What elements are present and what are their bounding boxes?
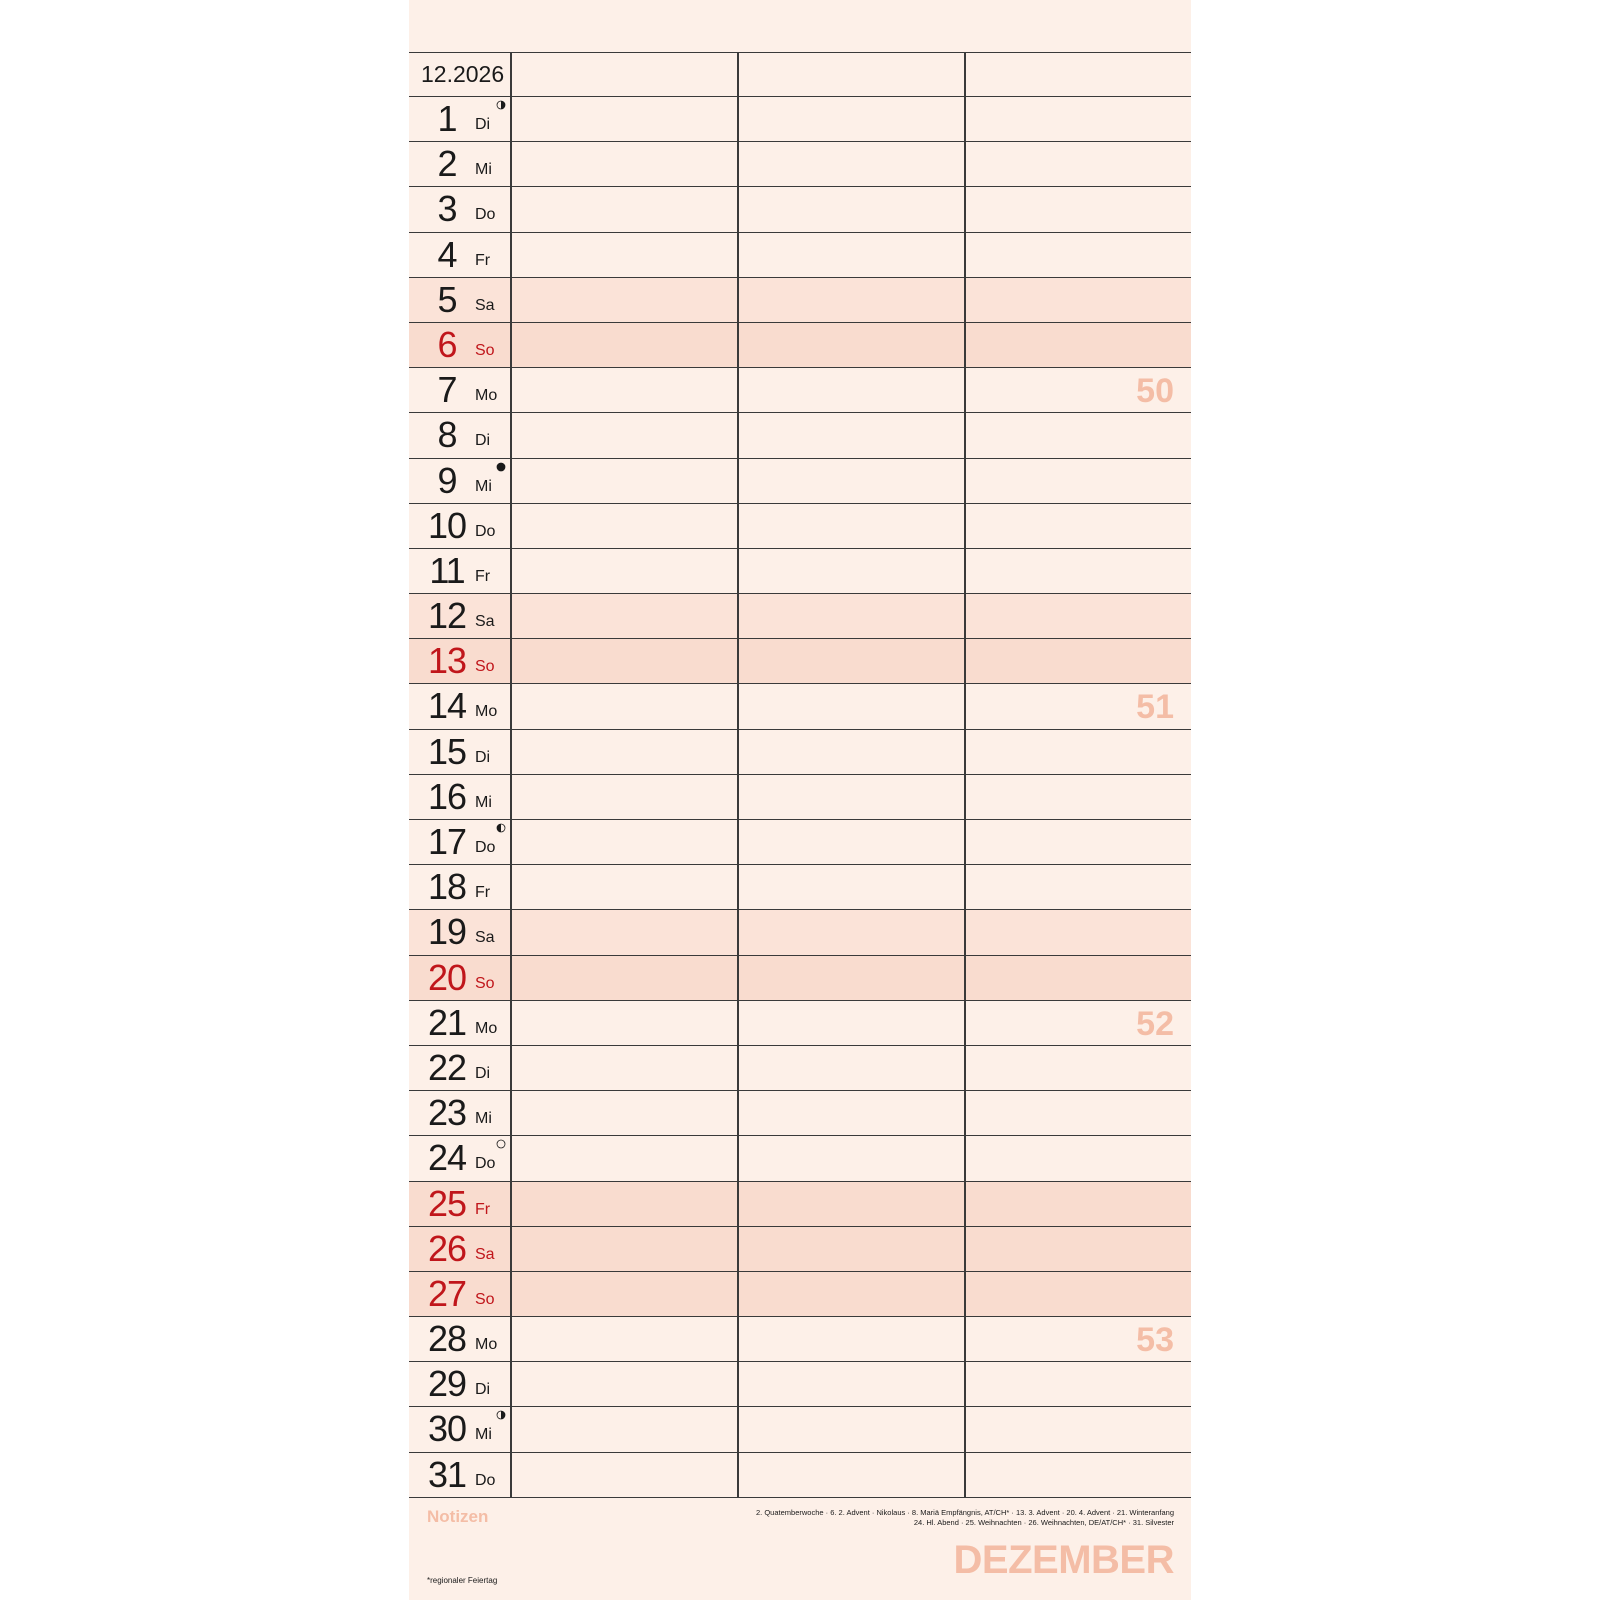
day-row[interactable] bbox=[409, 1091, 1191, 1136]
day-number: 3 bbox=[437, 188, 457, 230]
day-row[interactable] bbox=[409, 549, 1191, 594]
day-number: 22 bbox=[427, 1046, 467, 1088]
day-row[interactable] bbox=[409, 187, 1191, 232]
holiday-line: 24. Hl. Abend · 25. Weihnachten · 26. Weihnachten, DE/AT/CH* · 31. Silvester bbox=[913, 1518, 1174, 1527]
column-divider bbox=[510, 52, 512, 1498]
full-moon-icon bbox=[496, 462, 506, 472]
day-number: 25 bbox=[427, 1182, 467, 1224]
weekday-name: Di bbox=[475, 748, 491, 766]
day-row[interactable] bbox=[409, 775, 1191, 820]
day-row[interactable] bbox=[409, 1317, 1191, 1362]
day-row[interactable] bbox=[409, 1272, 1191, 1317]
day-number: 1 bbox=[437, 98, 457, 139]
weekday-name: So bbox=[475, 1290, 495, 1308]
day-row[interactable] bbox=[409, 594, 1191, 639]
weekday-name: Mi bbox=[475, 477, 492, 495]
day-number: 14 bbox=[427, 685, 467, 727]
day-row[interactable] bbox=[409, 730, 1191, 775]
day-row[interactable] bbox=[409, 278, 1191, 323]
weekday-name: Fr bbox=[475, 567, 491, 585]
week-number: 50 bbox=[1136, 372, 1174, 411]
week-number: 53 bbox=[1136, 1321, 1174, 1360]
weekday-name: Sa bbox=[475, 296, 495, 314]
day-row[interactable] bbox=[409, 1182, 1191, 1227]
day-row[interactable] bbox=[409, 1407, 1191, 1452]
weekday-name: Sa bbox=[475, 929, 495, 947]
day-number: 13 bbox=[427, 640, 467, 682]
column-divider bbox=[737, 52, 739, 1498]
weekday-name: Do bbox=[475, 522, 496, 540]
day-row[interactable] bbox=[409, 1001, 1191, 1046]
day-number: 19 bbox=[427, 911, 467, 953]
day-row[interactable] bbox=[409, 1046, 1191, 1091]
weekday-name: Do bbox=[475, 1155, 496, 1173]
weekday-name: Di bbox=[475, 116, 491, 133]
day-number: 18 bbox=[427, 866, 467, 908]
month-name: DEZEMBER bbox=[953, 1538, 1174, 1582]
day-row[interactable] bbox=[409, 1453, 1191, 1498]
column-divider bbox=[964, 52, 966, 1498]
first-quarter-moon-icon bbox=[496, 1410, 506, 1420]
last-quarter-moon-icon bbox=[496, 823, 506, 833]
day-row[interactable] bbox=[409, 1362, 1191, 1407]
week-number: 52 bbox=[1136, 1004, 1174, 1043]
header-row bbox=[409, 52, 1191, 97]
day-number: 8 bbox=[437, 414, 457, 456]
day-number: 10 bbox=[427, 504, 467, 546]
day-row[interactable] bbox=[409, 413, 1191, 458]
day-row[interactable] bbox=[409, 142, 1191, 187]
weekday-name: Mi bbox=[475, 1426, 492, 1444]
weekday-name: Sa bbox=[475, 1245, 495, 1263]
first-quarter-moon-icon bbox=[496, 100, 506, 110]
day-number: 4 bbox=[437, 233, 457, 275]
day-number: 24 bbox=[427, 1137, 467, 1179]
day-number: 29 bbox=[427, 1363, 467, 1405]
weekday-name: So bbox=[475, 974, 495, 992]
day-row[interactable] bbox=[409, 97, 1191, 142]
weekday-name: Mo bbox=[475, 1019, 498, 1037]
weekday-name: So bbox=[475, 658, 495, 676]
weekday-name: Di bbox=[475, 1064, 491, 1082]
day-number: 21 bbox=[427, 1001, 467, 1043]
day-row[interactable] bbox=[409, 684, 1191, 729]
holiday-list bbox=[704, 1508, 1174, 1528]
day-row[interactable] bbox=[409, 233, 1191, 278]
weekday-name: Fr bbox=[475, 251, 491, 269]
day-row[interactable] bbox=[409, 820, 1191, 865]
holiday-line: 2. Quatemberwoche · 6. 2. Advent · Nikolaus · 8. Mariä Empfängnis, AT/CH* · 13. 3. Advent · 20. 4. Advent · 21. Winteranfang bbox=[756, 1508, 1174, 1517]
day-row[interactable] bbox=[409, 910, 1191, 955]
weekday-name: Mo bbox=[475, 1336, 498, 1354]
day-row[interactable] bbox=[409, 956, 1191, 1001]
day-number: 20 bbox=[427, 956, 467, 998]
weekday-name: Di bbox=[475, 432, 491, 450]
day-number: 6 bbox=[437, 323, 457, 365]
day-number: 17 bbox=[427, 821, 467, 862]
regional-footnote: *regionaler Feiertag bbox=[427, 1576, 498, 1585]
day-number: 30 bbox=[427, 1408, 467, 1450]
day-number: 9 bbox=[437, 459, 457, 501]
day-number: 16 bbox=[427, 775, 467, 817]
weekday-name: Do bbox=[475, 206, 496, 224]
notes-label: Notizen bbox=[427, 1507, 489, 1526]
day-number: 28 bbox=[427, 1318, 467, 1360]
day-row[interactable] bbox=[409, 323, 1191, 368]
new-moon-icon bbox=[496, 1139, 506, 1149]
day-row[interactable] bbox=[409, 504, 1191, 549]
day-number: 15 bbox=[427, 730, 467, 772]
month-year-label: 12.2026 bbox=[421, 61, 505, 87]
weekday-name: Do bbox=[475, 839, 496, 856]
weekday-name: So bbox=[475, 341, 495, 359]
day-number: 31 bbox=[427, 1453, 467, 1495]
weekday-name: Fr bbox=[475, 884, 491, 902]
day-number: 5 bbox=[437, 278, 457, 320]
week-number: 51 bbox=[1136, 688, 1174, 727]
weekday-name: Mi bbox=[475, 1110, 492, 1128]
weekday-name: Mi bbox=[475, 161, 492, 179]
day-number: 12 bbox=[427, 595, 467, 637]
day-row[interactable] bbox=[409, 639, 1191, 684]
weekday-name: Mo bbox=[475, 387, 498, 405]
day-rows bbox=[409, 97, 1191, 1498]
day-row[interactable] bbox=[409, 459, 1191, 504]
weekday-name: Fr bbox=[475, 1200, 491, 1218]
calendar-page bbox=[409, 0, 1191, 1600]
day-number: 11 bbox=[429, 549, 465, 591]
weekday-name: Sa bbox=[475, 613, 495, 631]
day-row[interactable] bbox=[409, 865, 1191, 910]
weekday-name: Do bbox=[475, 1471, 496, 1489]
weekday-name: Di bbox=[475, 1381, 491, 1399]
day-row[interactable] bbox=[409, 1136, 1191, 1181]
day-number: 2 bbox=[437, 143, 457, 185]
day-number: 23 bbox=[427, 1092, 467, 1134]
weekday-name: Mi bbox=[475, 793, 492, 811]
weekday-name: Mo bbox=[475, 703, 498, 721]
day-number: 7 bbox=[437, 369, 457, 411]
day-row[interactable] bbox=[409, 368, 1191, 413]
day-row[interactable] bbox=[409, 1227, 1191, 1272]
day-number: 26 bbox=[427, 1227, 467, 1269]
day-number: 27 bbox=[427, 1272, 467, 1314]
